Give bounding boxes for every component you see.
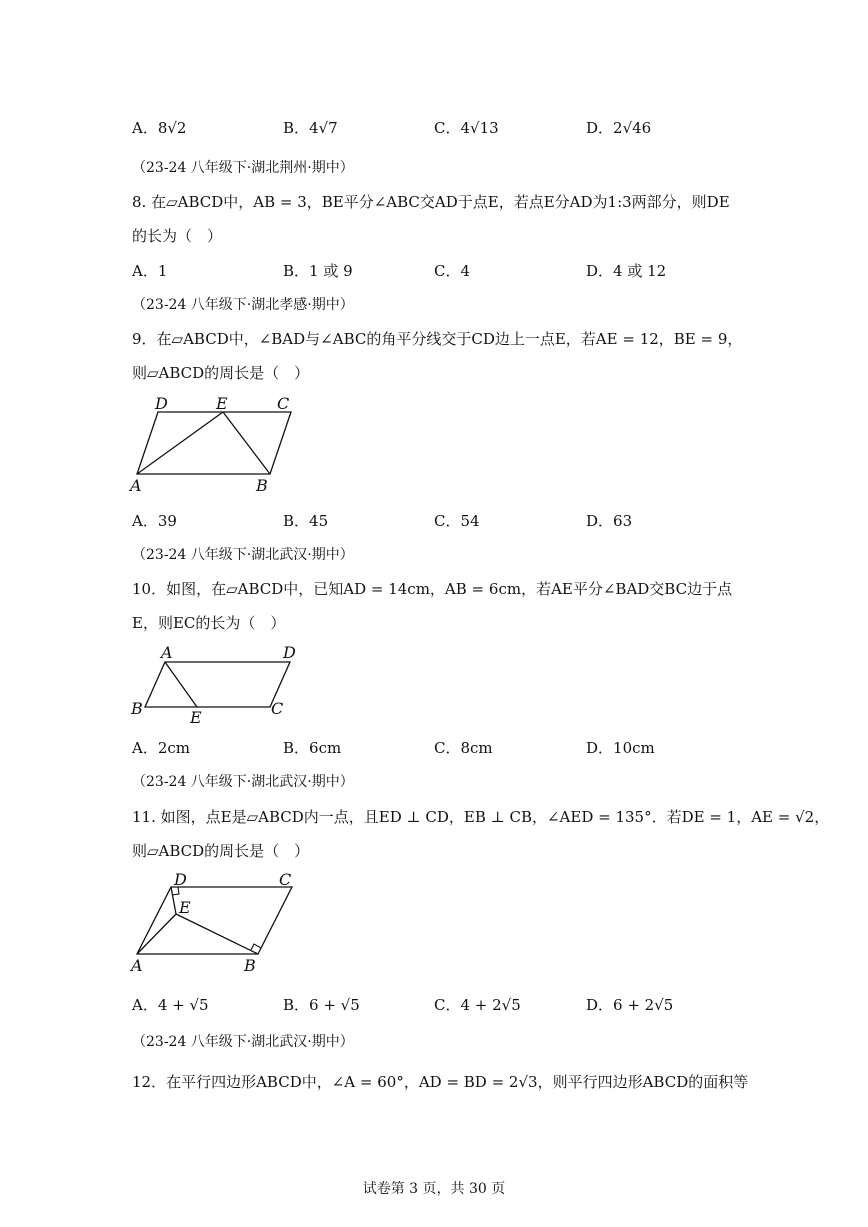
q11-stem-line2: 则▱ABCD的周长是（ ）	[132, 842, 310, 860]
q10-option-d: D．10cm	[586, 739, 655, 757]
q10-label-a: A	[161, 643, 173, 662]
q8-option-a: A．1	[132, 262, 168, 280]
q8-option-c: C．4	[434, 262, 471, 280]
q10-option-b: B．6cm	[283, 739, 342, 757]
q10-option-c: C．8cm	[434, 739, 493, 757]
q9-source: （23-24 八年级下·湖北孝感·期中）	[132, 297, 354, 313]
q9-option-c: C．54	[434, 512, 480, 530]
q10-label-b: B	[131, 699, 143, 718]
q8-stem-line1: 8. 在▱ABCD中，AB = 3，BE平分∠ABC交AD于点E，若点E分AD为1:3两部分，则DE	[132, 193, 730, 211]
q9-label-c: C	[277, 394, 290, 413]
q9-option-a: A．39	[132, 512, 177, 530]
q10-figure	[125, 640, 315, 728]
q11-label-a: A	[131, 956, 143, 975]
q11-figure	[125, 868, 315, 978]
q11-segment-de	[171, 887, 176, 914]
q11-label-b: B	[244, 956, 256, 975]
q11-option-c: C．4 + 2√5	[434, 996, 521, 1014]
q7-option-c: C．4√13	[434, 119, 499, 137]
page-footer: 试卷第 3 页，共 30 页	[362, 1181, 506, 1197]
q9-label-a: A	[130, 476, 142, 495]
q10-stem-line1: 10．如图，在▱ABCD中，已知AD = 14cm，AB = 6cm，若AE平分∠BAD交BC边于点	[132, 580, 733, 598]
q9-segment-ae	[137, 412, 223, 474]
q7-option-a: A．8√2	[132, 119, 187, 137]
q10-parallelogram	[145, 662, 290, 707]
q12-source: （23-24 八年级下·湖北武汉·期中）	[132, 1034, 354, 1050]
q11-right-angle-mark-b	[251, 944, 261, 950]
q12-stem-line1: 12．在平行四边形ABCD中，∠A = 60°，AD = BD = 2√3，则平行四边形ABCD的面积等	[132, 1073, 749, 1091]
q10-source: （23-24 八年级下·湖北武汉·期中）	[132, 547, 354, 563]
q8-source: （23-24 八年级下·湖北荆州·期中）	[132, 160, 354, 176]
q11-label-e: E	[179, 898, 191, 917]
q11-segment-be	[176, 914, 258, 954]
q9-label-b: B	[256, 476, 268, 495]
q10-label-d: D	[283, 643, 296, 662]
q11-option-d: D．6 + 2√5	[586, 996, 674, 1014]
q10-label-e: E	[190, 708, 202, 727]
q11-segment-ae	[137, 914, 176, 954]
q11-label-c: C	[279, 870, 292, 889]
q10-stem-line2: E，则EC的长为（ ）	[132, 614, 286, 632]
q9-parallelogram	[137, 412, 291, 474]
q9-label-e: E	[216, 394, 228, 413]
q9-segment-be	[223, 412, 270, 474]
q8-stem-line2: 的长为（ ）	[132, 227, 223, 245]
q11-option-b: B．6 + √5	[283, 996, 360, 1014]
q9-stem-line2: 则▱ABCD的周长是（ ）	[132, 364, 310, 382]
q9-stem-line1: 9．在▱ABCD中，∠BAD与∠ABC的角平分线交于CD边上一点E，若AE = 12，BE = 9，	[132, 330, 743, 348]
q7-option-b: B．4√7	[283, 119, 338, 137]
q11-stem-line1: 11. 如图，点E是▱ABCD内一点，且ED ⊥ CD，EB ⊥ CB，∠AED = 135°．若DE = 1，AE = √2，	[132, 808, 830, 826]
q11-option-a: A．4 + √5	[132, 996, 209, 1014]
q10-option-a: A．2cm	[132, 739, 191, 757]
q10-label-c: C	[271, 699, 284, 718]
q8-option-d: D．4 或 12	[586, 262, 667, 280]
q7-option-d: D．2√46	[586, 119, 652, 137]
q9-option-b: B．45	[283, 512, 329, 530]
q10-segment-ae	[165, 662, 197, 707]
q8-option-b: B．1 或 9	[283, 262, 353, 280]
q11-source: （23-24 八年级下·湖北武汉·期中）	[132, 774, 354, 790]
q9-figure	[125, 392, 315, 497]
q9-label-d: D	[155, 394, 168, 413]
q9-option-d: D．63	[586, 512, 633, 530]
q11-label-d: D	[174, 870, 187, 889]
q11-parallelogram	[137, 887, 292, 954]
